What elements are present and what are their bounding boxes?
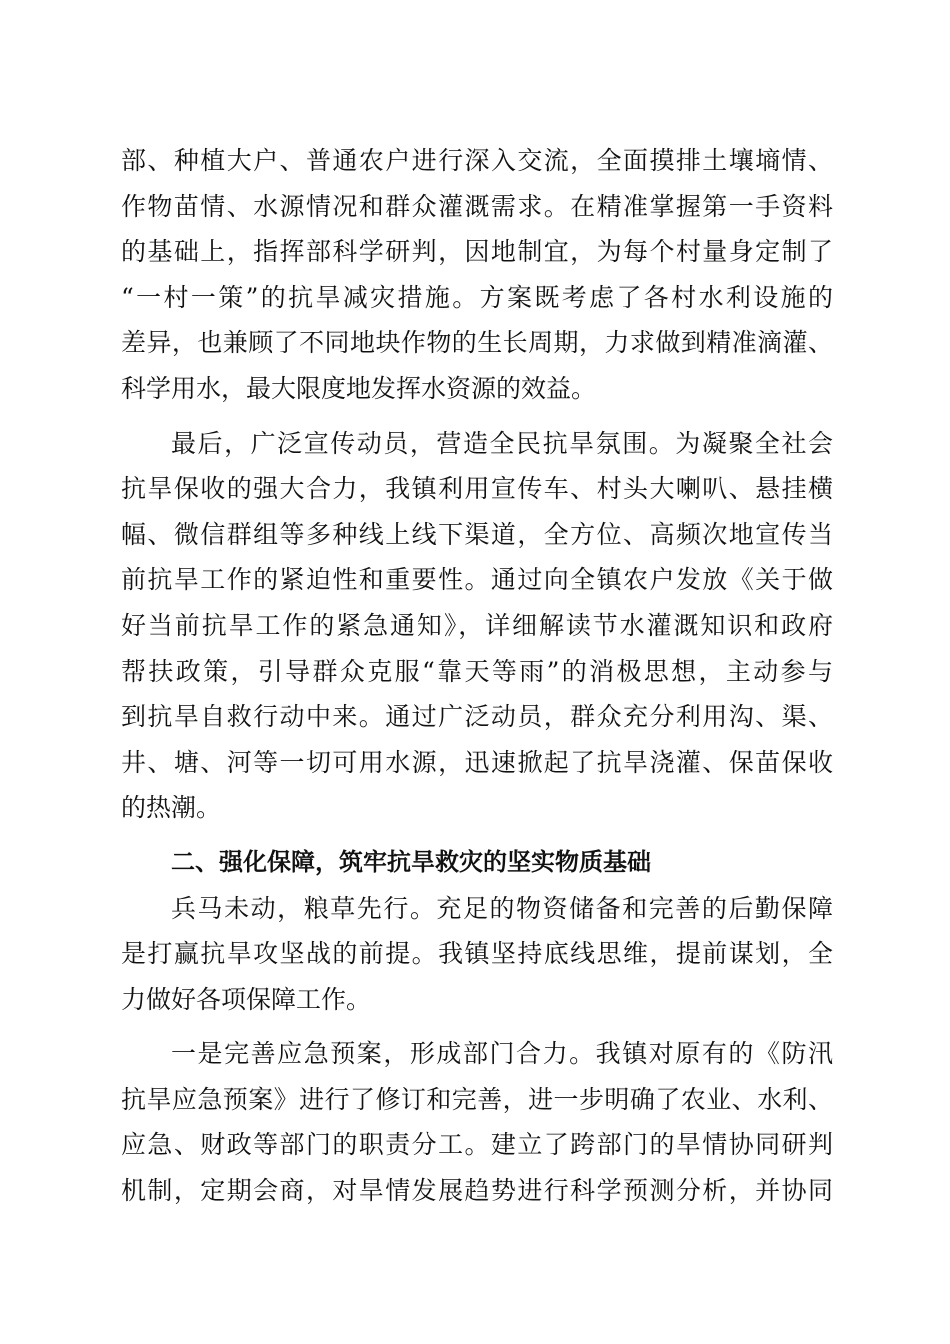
text-line: 井、塘、河等一切可用水源，迅速掀起了抗旱浇灌、保苗保收 — [121, 747, 833, 777]
text-line: 抗旱应急预案》进行了修订和完善，进一步明确了农业、水利、 — [121, 1084, 833, 1114]
text-line: 应急、财政等部门的职责分工。建立了跨部门的旱情协同研判 — [121, 1130, 833, 1160]
paragraph — [121, 886, 833, 1023]
text-line: 科学用水，最大限度地发挥水资源的效益。 — [121, 373, 597, 403]
text-line: 前抗旱工作的紧迫性和重要性。通过向全镇农户发放《关于做 — [121, 565, 833, 595]
text-line: 帮扶政策，引导群众克服“靠天等雨”的消极思想，主动参与 — [121, 656, 833, 686]
text-line: 最后，广泛宣传动员，营造全民抗旱氛围。为凝聚全社会 — [171, 428, 833, 458]
text-line: 力做好各项保障工作。 — [121, 984, 372, 1014]
text-line: 差异，也兼顾了不同地块作物的生长周期，力求做到精准滴灌、 — [121, 328, 833, 358]
paragraph — [121, 138, 833, 412]
paragraph — [121, 1031, 833, 1213]
paragraph — [121, 421, 833, 831]
text-line: 部、种植大户、普通农户进行深入交流，全面摸排土壤墒情、 — [121, 146, 833, 175]
text-line: 抗旱保收的强大合力，我镇利用宣传车、村头大喇叭、悬挂横 — [121, 474, 833, 504]
text-line: 机制，定期会商，对旱情发展趋势进行科学预测分析，并协同 — [121, 1176, 833, 1206]
text-line: 的热潮。 — [121, 793, 222, 823]
text-line: 幅、微信群组等多种线上线下渠道，全方位、高频次地宣传当 — [121, 519, 833, 549]
text-line: 是打赢抗旱攻坚战的前提。我镇坚持底线思维，提前谋划，全 — [121, 939, 833, 969]
text-line: 到抗旱自救行动中来。通过广泛动员，群众充分利用沟、渠、 — [121, 702, 833, 732]
text-line: 一是完善应急预案，形成部门合力。我镇对原有的《防汛 — [171, 1039, 833, 1069]
section-heading: 二、强化保障，筑牢抗旱救灾的坚实物质基础 — [171, 847, 651, 876]
text-line: 好当前抗旱工作的紧急通知》，详细解读节水灌溉知识和政府 — [121, 610, 833, 640]
document-body — [121, 138, 833, 1214]
text-line: “一村一策”的抗旱减灾措施。方案既考虑了各村水利设施的 — [121, 282, 833, 312]
text-line: 的基础上，指挥部科学研判，因地制宜，为每个村量身定制了 — [121, 237, 833, 267]
text-line: 兵马未动，粮草先行。充足的物资储备和完善的后勤保障 — [171, 893, 833, 923]
text-line: 作物苗情、水源情况和群众灌溉需求。在精准掌握第一手资料 — [121, 191, 833, 221]
